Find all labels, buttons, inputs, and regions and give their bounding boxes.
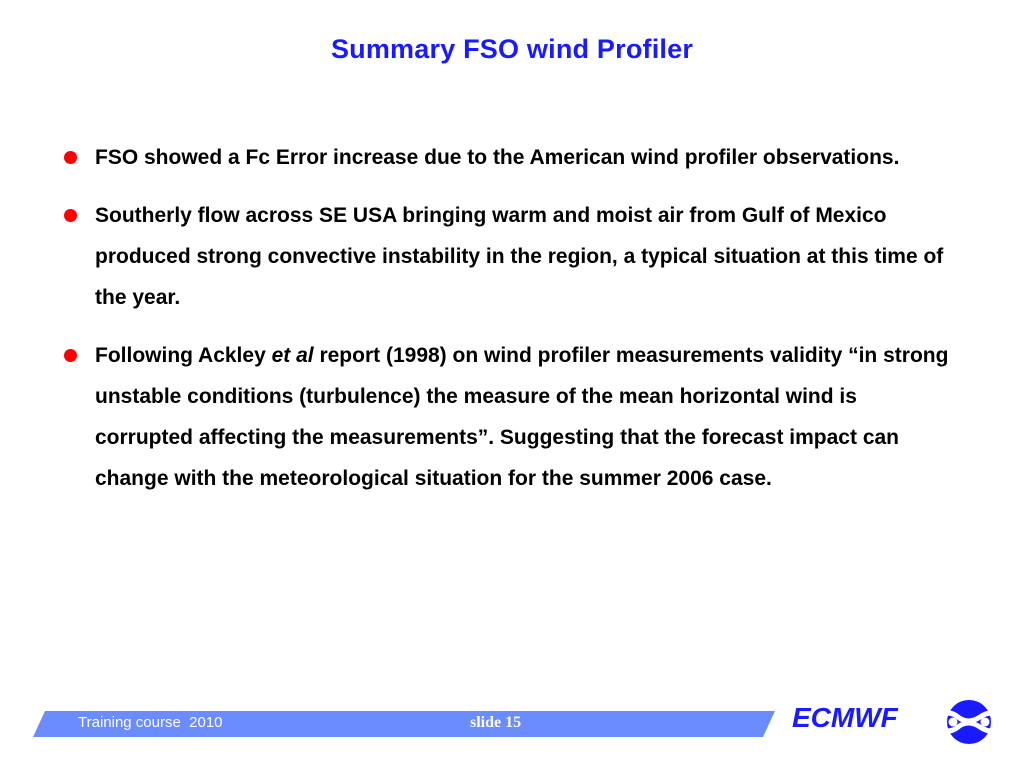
bullet-text-end: report (1998) on wind profiler measurements validity “in strong unstable conditions (turbulence) the measure of the mean horizontal wind is corrupted affecting the measurements”. Suggesting that the forecast impact can change with the meteorological situation for the summer 2006 case. bbox=[95, 344, 949, 490]
footer-course-label: Training course 2010 bbox=[78, 714, 223, 731]
bullet-item bbox=[60, 335, 960, 499]
footer bbox=[0, 694, 1024, 768]
footer-slide-number: slide 15 bbox=[470, 714, 522, 731]
bullet-text-italic: et al bbox=[271, 344, 314, 367]
bullet-text: FSO showed a Fc Error increase due to the American wind profiler observations. bbox=[95, 146, 900, 169]
bullet-list bbox=[60, 137, 960, 516]
bullet-dot-icon bbox=[64, 151, 77, 164]
bullet-item bbox=[60, 195, 960, 318]
ecmwf-logo-text: ECMWF bbox=[792, 702, 898, 733]
bullet-text: Southerly flow across SE USA bringing warm and moist air from Gulf of Mexico produced strong convective instability in the region, a typical situation at this time of the year. bbox=[95, 204, 944, 309]
bullet-text-start: Following Ackley bbox=[95, 344, 272, 367]
bullet-dot-icon bbox=[64, 209, 77, 222]
bullet-item bbox=[60, 137, 960, 178]
slide-title: Summary FSO wind Profiler bbox=[330, 34, 694, 64]
ecmwf-logo-icon bbox=[936, 698, 1002, 746]
bullet-dot-icon bbox=[64, 349, 77, 362]
